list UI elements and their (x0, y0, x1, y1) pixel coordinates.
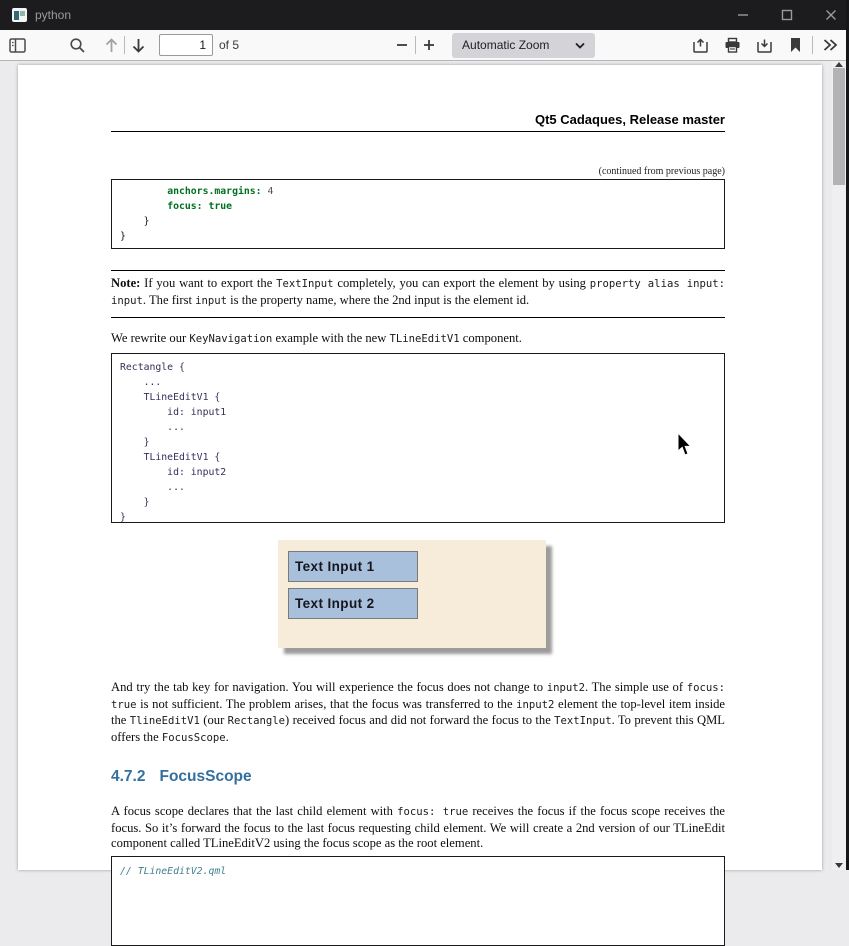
print-button[interactable] (719, 33, 745, 57)
continued-note: (continued from previous page) (598, 166, 725, 177)
sidebar-toggle-button[interactable] (4, 33, 30, 57)
scrollbar-thumb[interactable] (833, 68, 845, 185)
paragraph-rewrite: We rewrite our KeyNavigation example with the new TLineEditV1 component. (111, 331, 522, 345)
header-rule (111, 131, 725, 132)
code-block-anchors: anchors.margins: 4 focus: true } } (111, 179, 725, 249)
section-heading (111, 768, 252, 786)
zoom-out-button[interactable] (389, 33, 415, 57)
zoom-select-value: Automatic Zoom (462, 38, 550, 52)
section-title: FocusScope (159, 768, 252, 785)
pdf-page (18, 65, 822, 877)
save-button[interactable] (751, 33, 777, 57)
scroll-up-arrow[interactable] (835, 62, 843, 67)
app-icon (12, 8, 27, 22)
search-icon[interactable] (64, 33, 90, 57)
qml-example-figure (278, 540, 546, 648)
code-block-rectangle: Rectangle { ... TLineEditV1 { id: input1 ... } TLineEditV1 { id: input2 ... } } (111, 353, 725, 523)
figure-text-input-2: Text Input 2 (288, 588, 418, 619)
close-button[interactable] (823, 7, 839, 23)
page-count-label: of 5 (219, 38, 240, 52)
page-number-input[interactable] (159, 34, 213, 56)
pdf-toolbar (0, 30, 849, 61)
chevron-down-icon (575, 42, 585, 49)
bookmark-button[interactable] (782, 33, 808, 57)
zoom-in-button[interactable] (416, 33, 442, 57)
title-bar (0, 0, 849, 30)
scroll-down-arrow[interactable] (835, 863, 843, 868)
doc-running-header: Qt5 Cadaques, Release master (534, 112, 725, 127)
pdf-viewer (0, 61, 849, 877)
figure-text-input-1: Text Input 1 (288, 551, 418, 582)
maximize-button[interactable] (779, 7, 795, 23)
vertical-scrollbar[interactable] (832, 61, 846, 870)
minimize-button[interactable] (735, 7, 751, 23)
section-number: 4.7.2 (111, 768, 146, 785)
paragraph-focus-scope: A focus scope declares that the last child element with focus: true receives the focus if the focus scope receives the focus. So it’s forward the focus to the last focus requesting child element. We will create a 2nd version of our TLineEdit component called TLineEditV2 using the focus scope as the root element. (111, 804, 725, 851)
note-admonition: Note: If you want to export the TextInput completely, you can export the element by using property alias input: input. The first input is the property name, where the 2nd input is the element id. (111, 270, 725, 318)
paragraph-tab-key: And try the tab key for navigation. You will experience the focus does not change to input2. The simple use of focus: true is not sufficient. The problem arises, that the focus was transferred to the input2 element the top-level item inside the TlineEditV1 (our Rectangle) received focus and did not forward the focus to the TextInput. To prevent this QML offers the FocusScope. (111, 680, 726, 744)
code-block-tlineeditv2: // TLineEditV2.qml (111, 856, 725, 946)
zoom-select[interactable] (452, 33, 595, 58)
previous-page-button[interactable] (98, 33, 124, 57)
more-tools-button[interactable] (817, 33, 843, 57)
next-page-button[interactable] (125, 33, 151, 57)
window-title: python (35, 8, 72, 22)
open-file-button[interactable] (687, 33, 713, 57)
